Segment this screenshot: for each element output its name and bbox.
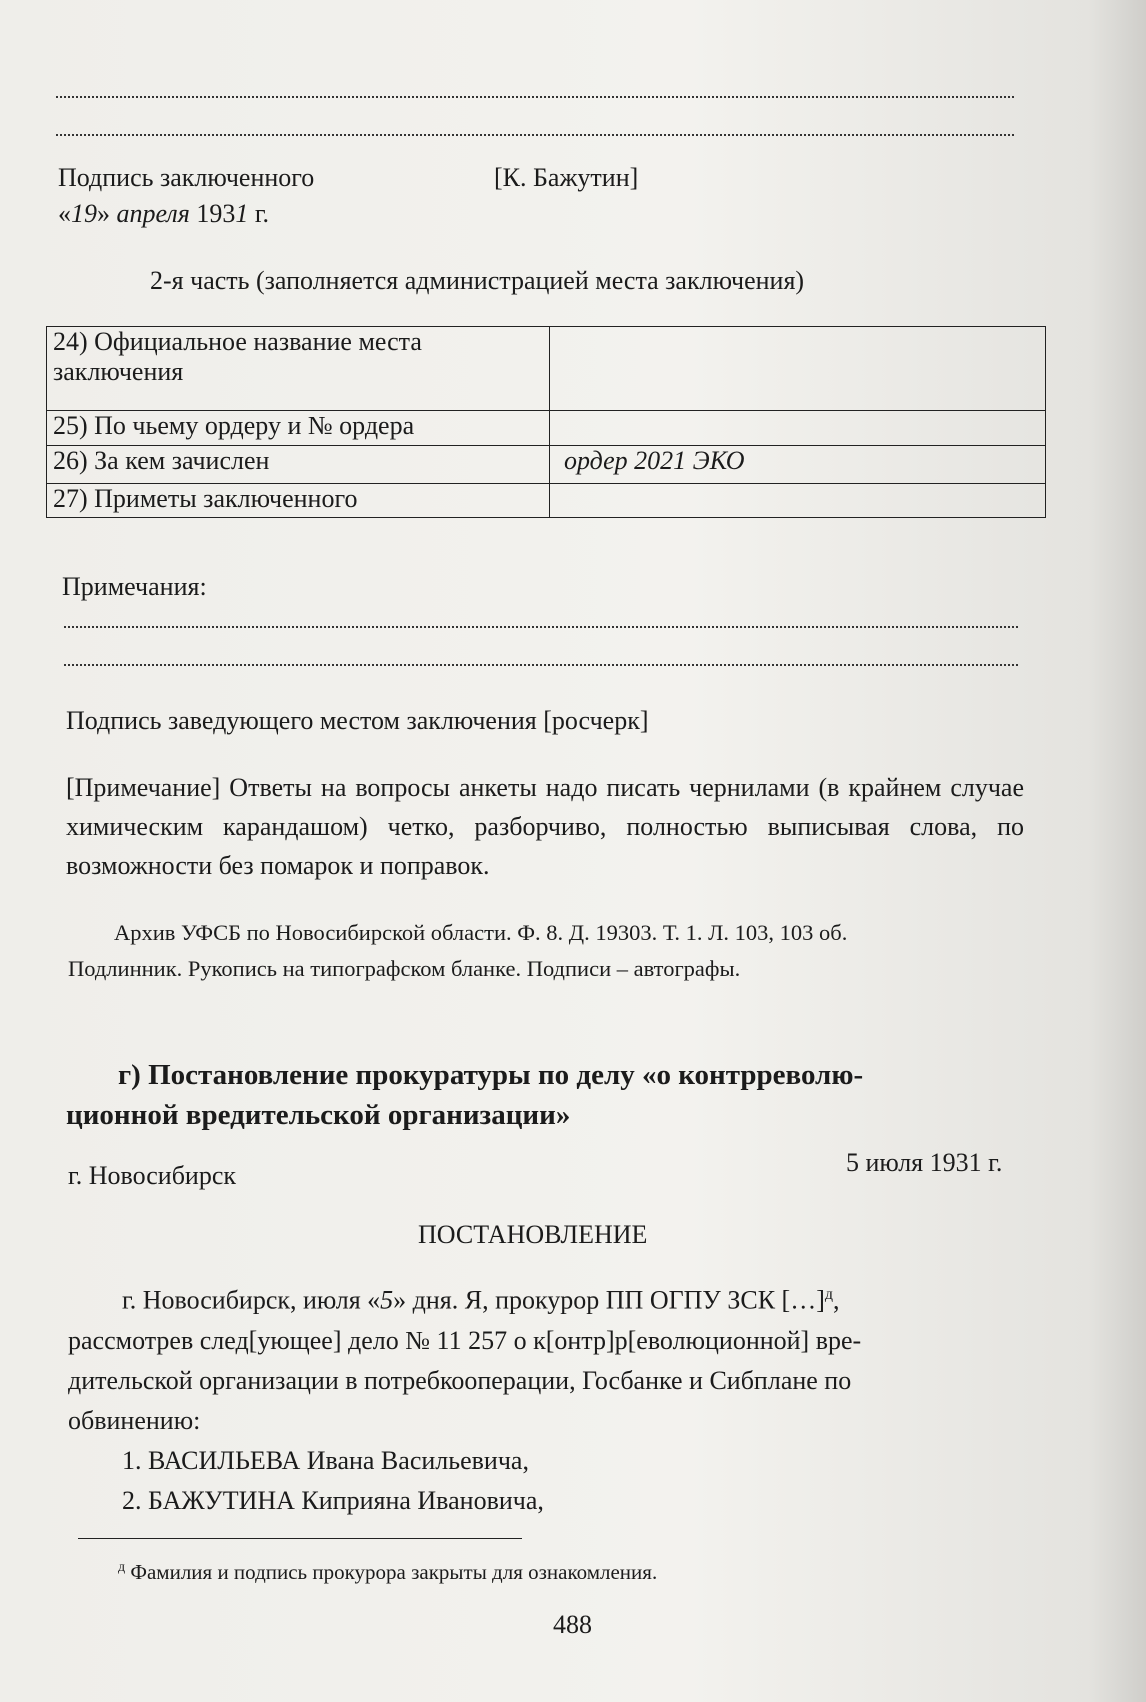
- signature-date: [58, 199, 269, 229]
- form-row: [47, 484, 1046, 518]
- notes-dotted-line: [64, 626, 1018, 628]
- form-value: [550, 484, 1046, 518]
- accused-item: 1. ВАСИЛЬЕВА Ивана Васильевича,: [122, 1445, 529, 1475]
- heading-line: ционной вредительской организации»: [66, 1099, 571, 1131]
- source-line: Подлинник. Рукопись на типографском бланке. Подписи – автографы.: [68, 956, 741, 981]
- date-suffix: г.: [248, 199, 270, 228]
- page-number: 488: [553, 1610, 592, 1639]
- notes-label: Примечания:: [62, 572, 207, 601]
- body-line: обвинению:: [68, 1405, 201, 1435]
- body-line: дительской организации в потребкооперации, Госбанке и Сибплане по: [68, 1365, 852, 1395]
- body-day: 5: [380, 1285, 394, 1315]
- prisoner-signature-value: [К. Бажутин]: [494, 163, 639, 192]
- blank-dotted-line: [56, 134, 1014, 136]
- form-row: [47, 411, 1046, 446]
- head-signature: Подпись заведующего местом заключения [росчерк]: [66, 706, 649, 735]
- form-value: ордер 2021 ЭКО: [550, 446, 1046, 484]
- footnote-mark: д: [118, 1560, 126, 1575]
- date-year: 193: [189, 199, 236, 228]
- resolution-body: [68, 1275, 1038, 1521]
- form-row: [47, 446, 1046, 484]
- date-month: апреля: [116, 199, 190, 228]
- form-value: [550, 327, 1046, 411]
- footnote-text: Фамилия и подпись прокурора закрыты для ознакомления.: [125, 1560, 658, 1584]
- form-label: 25) По чьему ордеру и № ордера: [47, 411, 550, 446]
- date-year-last: 1: [235, 199, 249, 228]
- form-label: 24) Официальное название места заключения: [47, 327, 550, 411]
- admin-form-table: [46, 326, 1046, 518]
- body-line: г. Новосибирск, июля «5» дня. Я, прокурор ПП ОГПУ ЗСК […]$^д$,: [122, 1285, 840, 1315]
- accused-item: 2. БАЖУТИНА Киприяна Ивановича,: [122, 1485, 544, 1515]
- heading-line: г) Постановление прокуратуры по делу «о контрреволю-: [118, 1059, 864, 1091]
- section-heading: [66, 1055, 1036, 1135]
- date-close-quote: »: [97, 199, 117, 228]
- date-open-quote: «: [58, 199, 71, 228]
- form-label: 26) За кем зачислен: [47, 446, 550, 484]
- body-line: рассмотрев след[ующее] дело № 11 257 о к[онтр]р[еволюционной] вре-: [68, 1325, 862, 1355]
- document-date: 5 июля 1931 г.: [846, 1148, 1003, 1177]
- part2-title: 2-я часть (заполняется администрацией места заключения): [150, 266, 805, 295]
- footnote: [118, 1560, 657, 1585]
- form-value: [550, 411, 1046, 446]
- footnote-divider: [78, 1538, 522, 1539]
- source-line: Архив УФСБ по Новосибирской области. Ф. 8. Д. 19303. Т. 1. Л. 103, 103 об.: [114, 920, 848, 945]
- date-day: 19: [71, 199, 97, 228]
- remark-paragraph: [Примечание] Ответы на вопросы анкеты надо писать чернилами (в крайнем случае химическим карандашом) четко, разборчиво, полностью выписывая слова, по возможности без помарок и поправок.: [66, 773, 1024, 880]
- notes-dotted-line: [64, 664, 1018, 666]
- form-row: [47, 327, 1046, 411]
- blank-dotted-line: [56, 96, 1014, 98]
- footnote-ref: д: [824, 1286, 833, 1303]
- archive-source: [68, 915, 1048, 987]
- form-label: 27) Приметы заключенного: [47, 484, 550, 518]
- prisoner-signature-label: Подпись заключенного: [58, 163, 315, 192]
- place-name: г. Новосибирск: [68, 1161, 237, 1190]
- document-title: ПОСТАНОВЛЕНИЕ: [418, 1220, 648, 1249]
